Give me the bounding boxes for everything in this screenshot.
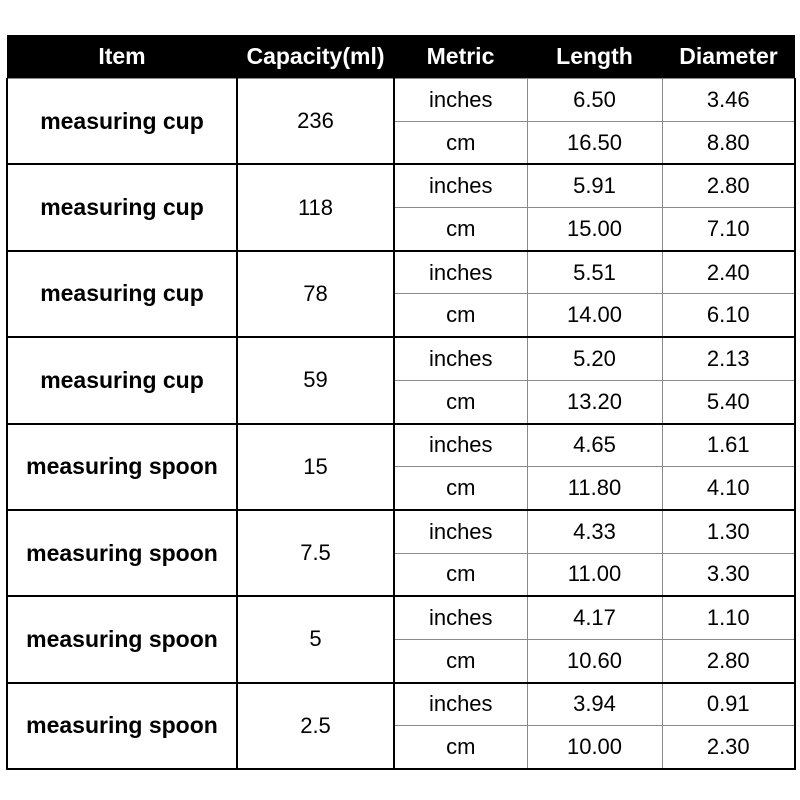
- header-diameter: Diameter: [662, 35, 795, 79]
- diameter-cell: 8.80: [662, 121, 795, 164]
- length-cell: 11.80: [527, 467, 662, 510]
- length-cell: 5.91: [527, 164, 662, 207]
- diameter-cell: 4.10: [662, 467, 795, 510]
- table-row: [7, 424, 795, 467]
- capacity-cell: 59: [237, 337, 394, 423]
- diameter-cell: 1.10: [662, 596, 795, 639]
- diameter-cell: 2.40: [662, 251, 795, 294]
- metric-cell: inches: [394, 424, 527, 467]
- table-row: [7, 337, 795, 380]
- table-row: [7, 683, 795, 726]
- diameter-cell: 2.80: [662, 639, 795, 682]
- header-length: Length: [527, 35, 662, 79]
- header-item: Item: [7, 35, 237, 79]
- header-metric: Metric: [394, 35, 527, 79]
- diameter-cell: 3.30: [662, 553, 795, 596]
- metric-cell: cm: [394, 380, 527, 423]
- metric-cell: inches: [394, 510, 527, 553]
- item-name-cell: measuring spoon: [7, 510, 237, 596]
- diameter-cell: 0.91: [662, 683, 795, 726]
- metric-cell: inches: [394, 79, 527, 122]
- length-cell: 4.33: [527, 510, 662, 553]
- length-cell: 10.00: [527, 726, 662, 769]
- length-cell: 10.60: [527, 639, 662, 682]
- metric-cell: inches: [394, 683, 527, 726]
- diameter-cell: 1.61: [662, 424, 795, 467]
- item-name-cell: measuring spoon: [7, 683, 237, 769]
- capacity-cell: 118: [237, 164, 394, 250]
- diameter-cell: 2.13: [662, 337, 795, 380]
- metric-cell: cm: [394, 553, 527, 596]
- length-cell: 16.50: [527, 121, 662, 164]
- length-cell: 4.17: [527, 596, 662, 639]
- length-cell: 3.94: [527, 683, 662, 726]
- table-body: [7, 79, 795, 770]
- table-row: [7, 79, 795, 122]
- header-row: [7, 35, 795, 79]
- capacity-cell: 15: [237, 424, 394, 510]
- metric-cell: cm: [394, 294, 527, 337]
- item-name-cell: measuring spoon: [7, 596, 237, 682]
- item-name-cell: measuring cup: [7, 79, 237, 165]
- diameter-cell: 2.80: [662, 164, 795, 207]
- length-cell: 15.00: [527, 208, 662, 251]
- capacity-cell: 236: [237, 79, 394, 165]
- table-row: [7, 596, 795, 639]
- diameter-cell: 5.40: [662, 380, 795, 423]
- metric-cell: cm: [394, 208, 527, 251]
- spec-table: [6, 35, 796, 770]
- item-name-cell: measuring cup: [7, 251, 237, 337]
- length-cell: 4.65: [527, 424, 662, 467]
- table-header: [7, 35, 795, 79]
- item-name-cell: measuring cup: [7, 164, 237, 250]
- length-cell: 6.50: [527, 79, 662, 122]
- length-cell: 14.00: [527, 294, 662, 337]
- capacity-cell: 7.5: [237, 510, 394, 596]
- metric-cell: inches: [394, 337, 527, 380]
- diameter-cell: 6.10: [662, 294, 795, 337]
- diameter-cell: 7.10: [662, 208, 795, 251]
- length-cell: 5.51: [527, 251, 662, 294]
- table-row: [7, 251, 795, 294]
- diameter-cell: 2.30: [662, 726, 795, 769]
- table-row: [7, 510, 795, 553]
- item-name-cell: measuring spoon: [7, 424, 237, 510]
- header-capacity: Capacity(ml): [237, 35, 394, 79]
- metric-cell: cm: [394, 121, 527, 164]
- capacity-cell: 5: [237, 596, 394, 682]
- metric-cell: inches: [394, 164, 527, 207]
- table-row: [7, 164, 795, 207]
- metric-cell: cm: [394, 467, 527, 510]
- item-name-cell: measuring cup: [7, 337, 237, 423]
- length-cell: 5.20: [527, 337, 662, 380]
- metric-cell: cm: [394, 726, 527, 769]
- metric-cell: inches: [394, 251, 527, 294]
- metric-cell: cm: [394, 639, 527, 682]
- length-cell: 11.00: [527, 553, 662, 596]
- diameter-cell: 1.30: [662, 510, 795, 553]
- metric-cell: inches: [394, 596, 527, 639]
- capacity-cell: 78: [237, 251, 394, 337]
- length-cell: 13.20: [527, 380, 662, 423]
- capacity-cell: 2.5: [237, 683, 394, 769]
- diameter-cell: 3.46: [662, 79, 795, 122]
